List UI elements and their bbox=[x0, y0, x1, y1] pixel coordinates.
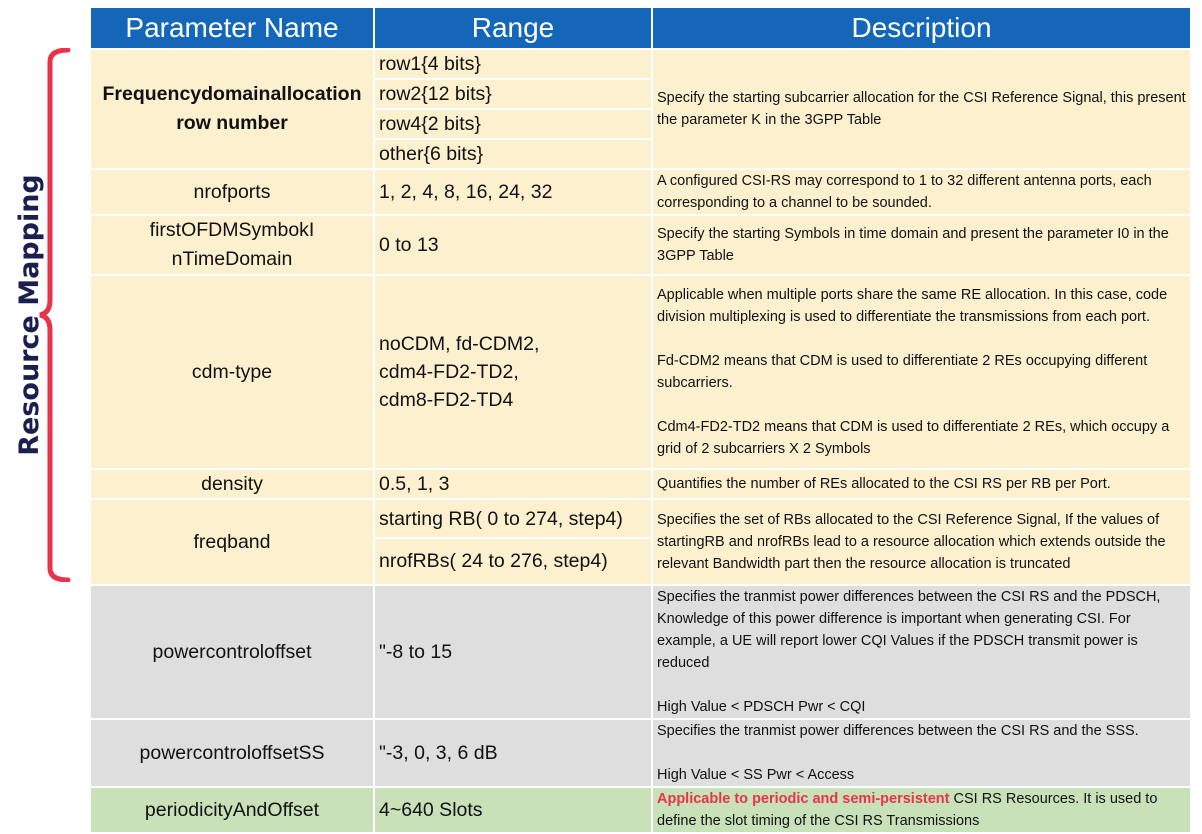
param-description: Specify the starting subcarrier allocation for the CSI Reference Signal, this present the parameter K in the 3GPP Table bbox=[652, 49, 1191, 169]
table-row bbox=[90, 469, 1191, 499]
param-range: "-3, 0, 3, 6 dB bbox=[374, 719, 652, 787]
table-row bbox=[90, 169, 1191, 215]
param-name-line: Frequencydomainallocation bbox=[102, 83, 362, 105]
description-paragraph: High Value < SS Pwr < Access bbox=[657, 767, 855, 783]
table-row bbox=[90, 499, 1191, 585]
param-name: periodicityAndOffset bbox=[90, 787, 374, 833]
table-row bbox=[90, 275, 1191, 469]
param-description bbox=[652, 787, 1191, 833]
param-name: density bbox=[90, 469, 374, 499]
table-row bbox=[90, 585, 1191, 719]
param-name-line: nTimeDomain bbox=[171, 248, 293, 270]
description-paragraph: High Value < PDSCH Pwr < CQI bbox=[657, 699, 866, 715]
param-name-line: row number bbox=[176, 112, 288, 134]
description-paragraph: Specifies the tranmist power differences between the CSI RS and the SSS. bbox=[657, 723, 1139, 739]
param-name: freqband bbox=[90, 499, 374, 585]
table-row bbox=[90, 787, 1191, 833]
param-description bbox=[652, 585, 1191, 719]
param-name: nrofports bbox=[90, 169, 374, 215]
description-paragraph: Fd-CDM2 means that CDM is used to differentiate 2 REs occupying different subcarriers. bbox=[657, 353, 1148, 391]
description-paragraph: Applicable when multiple ports share the same RE allocation. In this case, code division multiplexing is used to differentiate the transmissions from each port. bbox=[657, 287, 1168, 325]
param-range: 0 to 13 bbox=[374, 215, 652, 275]
param-description: Quantifies the number of REs allocated to the CSI RS per RB per Port. bbox=[652, 469, 1191, 499]
table-row bbox=[90, 215, 1191, 275]
resource-mapping-text: Resource Mapping bbox=[14, 174, 45, 456]
range-item: other{6 bits} bbox=[379, 143, 484, 165]
description-paragraph: Specifies the tranmist power differences between the CSI RS and the PDSCH, Knowledge of this power difference is important when generating CSI. For example, a UE will report lower CQI Values if the PDSCH transmit power is reduced bbox=[657, 589, 1161, 671]
param-description: Specify the starting Symbols in time domain and present the parameter I0 in the 3GPP Table bbox=[652, 215, 1191, 275]
param-description: Specifies the set of RBs allocated to the CSI Reference Signal, If the values of startingRB and nrofRBs lead to a resource allocation which extends outside the relevant Bandwidth part then the resource allocation is truncated bbox=[652, 499, 1191, 585]
param-range: 0.5, 1, 3 bbox=[374, 469, 652, 499]
param-name: powercontroloffsetSS bbox=[90, 719, 374, 787]
header-description: Description bbox=[652, 7, 1191, 49]
param-range bbox=[374, 499, 652, 585]
param-name bbox=[90, 215, 374, 275]
param-range: "-8 to 15 bbox=[374, 585, 652, 719]
range-item: row4{2 bits} bbox=[375, 110, 651, 140]
range-item: cdm4-FD2-TD2, bbox=[379, 361, 519, 383]
parameter-table bbox=[89, 6, 1192, 834]
param-range bbox=[374, 49, 652, 169]
description-rest: CSI RS Resources. It is used to define the slot timing of the CSI RS Transmissions bbox=[657, 791, 1158, 829]
param-name bbox=[90, 49, 374, 169]
param-range: 4~640 Slots bbox=[374, 787, 652, 833]
table-row bbox=[90, 49, 1191, 169]
range-item: row2{12 bits} bbox=[375, 80, 651, 110]
param-range bbox=[374, 275, 652, 469]
param-description: A configured CSI-RS may correspond to 1 to 32 different antenna ports, each corresponding to a channel to be sounded. bbox=[652, 169, 1191, 215]
header-range: Range bbox=[374, 7, 652, 49]
table-row bbox=[90, 719, 1191, 787]
table-header-row bbox=[90, 7, 1191, 49]
description-paragraph: Cdm4-FD2-TD2 means that CDM is used to differentiate 2 REs, which occupy a grid of 2 subcarriers X 2 Symbols bbox=[657, 419, 1170, 457]
range-item: starting RB( 0 to 274, step4) bbox=[375, 501, 651, 539]
param-name: cdm-type bbox=[90, 275, 374, 469]
description-highlight: Applicable to periodic and semi-persistent bbox=[657, 791, 950, 807]
range-item: row1{4 bits} bbox=[375, 50, 651, 80]
curly-brace-icon bbox=[38, 48, 72, 582]
range-item: nrofRBs( 24 to 276, step4) bbox=[379, 550, 608, 572]
param-description bbox=[652, 275, 1191, 469]
param-name-line: firstOFDMSymbokI bbox=[149, 219, 315, 241]
range-item: noCDM, fd-CDM2, bbox=[379, 333, 540, 355]
header-parameter-name: Parameter Name bbox=[90, 7, 374, 49]
param-range: 1, 2, 4, 8, 16, 24, 32 bbox=[374, 169, 652, 215]
param-name: powercontroloffset bbox=[90, 585, 374, 719]
param-description bbox=[652, 719, 1191, 787]
range-item: cdm8-FD2-TD4 bbox=[379, 389, 514, 411]
